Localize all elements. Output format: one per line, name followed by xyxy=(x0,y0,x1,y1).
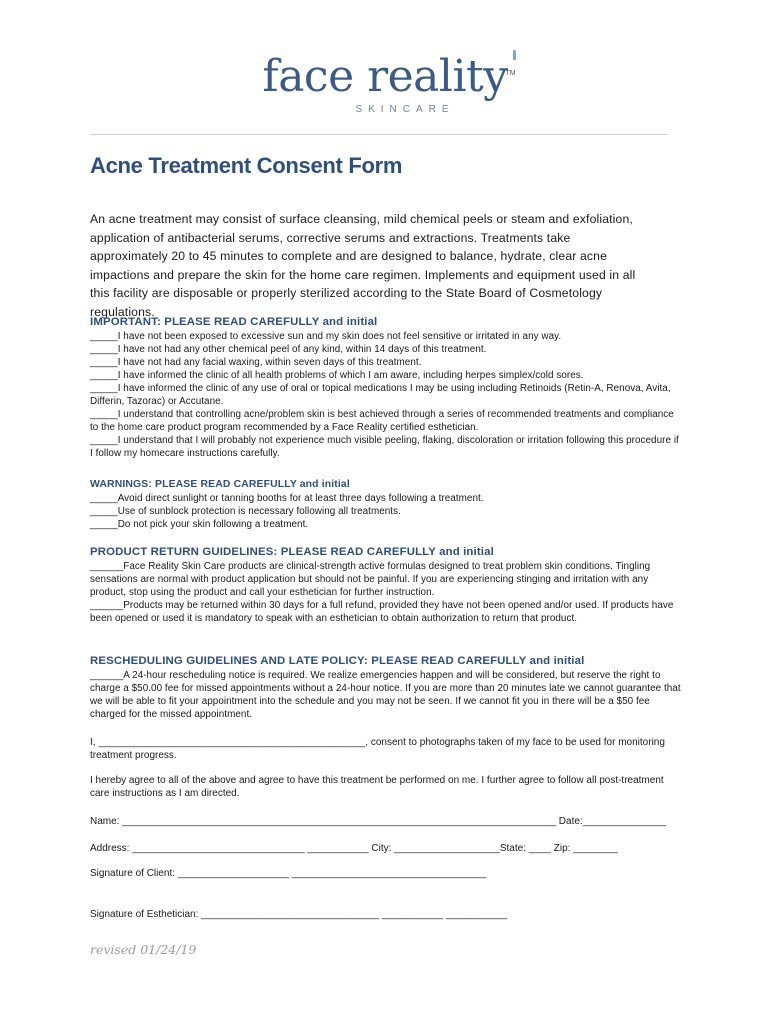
rescheduling-heading: RESCHEDULING GUIDELINES AND LATE POLICY: PLEASE READ CAREFULLY and initial xyxy=(90,655,585,667)
page-title: Acne Treatment Consent Form xyxy=(90,153,403,178)
important-item: _____I have not had any other chemical peel of any kind, within 14 days of this treatment. xyxy=(90,344,487,355)
agreement-text: I hereby agree to all of the above and agree to have this treatment be performed on me. I further agree to follow all post-treatment care instructions as I am directed. xyxy=(90,775,664,800)
rescheduling-section xyxy=(90,655,682,721)
important-item: _____I have not had any facial waxing, within seven days of this treatment. xyxy=(90,357,422,368)
important-item: _____I understand that I will probably not experience much visible peeling, flaking, discoloration or irritation following this procedure if I follow my homecare instructions carefully. xyxy=(90,435,679,459)
photo-consent-text: I, ________________________________________________, consent to photographs taken of my face to be used for monitoring treatment progress. xyxy=(90,737,665,762)
return-item: ______Face Reality Skin Care products are clinical-strength active formulas designed to treat problem skin conditions. Tingling sensations are normal with product application but should not be painful. If you are experiencing stinging and irritation with any product, stop using the product and call your esthetician for further instruction. xyxy=(90,561,651,598)
return-item: ______Products may be returned within 30 days for a full refund, provided they have not been opened and/or used. If products have been opened or used it is mandatory to speak with an esthetician to obtain authorization to return that product. xyxy=(90,600,674,624)
intro-paragraph: An acne treatment may consist of surface cleansing, mild chemical peels or steam and exfoliation, application of antibacterial serums, corrective serums and extractions. Treatments take approximately 20 to 45 minutes to complete and are designed to balance, hydrate, clear acne impactions and prepare the skin for the home care regimen. Implements and equipment used in all this facility are disposable or properly sterilized according to the State Board of Cosmetology regulations. xyxy=(90,212,636,319)
important-item: _____I understand that controlling acne/problem skin is best achieved through a series of recommended treatments and compliance to the home care product program recommended by a Face Reality certified esthetician. xyxy=(90,409,674,433)
header-divider xyxy=(90,134,668,135)
trademark-symbol: TM xyxy=(505,70,516,77)
warning-item: _____Do not pick your skin following a treatment. xyxy=(90,519,309,530)
important-item: _____I have informed the clinic of all health problems of which I am aware, including herpes simplex/cold sores. xyxy=(90,370,584,381)
important-item: _____I have informed the clinic of any use of oral or topical medications I may be using including Retinoids (Retin-A, Renova, Avita, Differin, Tazorac) or Accutane. xyxy=(90,383,671,407)
face-reality-logo xyxy=(0,52,770,115)
client-signature-field[interactable]: Signature of Client: ____________________ ___________________________________ xyxy=(90,868,487,879)
revision-date: revised 01/24/19 xyxy=(90,942,197,957)
warnings-heading: WARNINGS: PLEASE READ CAREFULLY and initial xyxy=(90,479,350,490)
warnings-section xyxy=(90,479,682,531)
important-section xyxy=(90,316,682,460)
important-heading: IMPORTANT: PLEASE READ CAREFULLY and initial xyxy=(90,316,378,328)
esthetician-signature-field[interactable]: Signature of Esthetician: ________________________________ ___________ ___________ xyxy=(90,909,508,920)
product-return-heading: PRODUCT RETURN GUIDELINES: PLEASE READ CAREFULLY and initial xyxy=(90,546,494,558)
logo-wordmark: face reality xyxy=(262,51,508,102)
droplet-icon xyxy=(513,50,516,60)
warning-item: _____Avoid direct sunlight or tanning booths for at least three days following a treatment. xyxy=(90,493,484,504)
rescheduling-item: ______A 24-hour rescheduling notice is required. We realize emergencies happen and will be considered, but reserve the right to charge a $50.00 fee for missed appointments without a 24-hour notice. If you are more than 20 minutes late we cannot guarantee that we will be able to fit your appointment into the schedule and you may not be seen. If we cannot fit you in there will be a $50 fee charged for the missed appointment. xyxy=(90,670,681,720)
important-item: _____I have not been exposed to excessive sun and my skin does not feel sensitive or irritated in any way. xyxy=(90,331,562,342)
name-date-field[interactable]: Name: ______________________________________________________________________________ Date:_______________ xyxy=(90,816,667,827)
product-return-section xyxy=(90,546,682,625)
warning-item: _____Use of sunblock protection is necessary following all treatments. xyxy=(90,506,401,517)
logo-subtitle: SKINCARE xyxy=(355,104,455,115)
address-field[interactable]: Address: _______________________________ ___________ City: ___________________State: ____ Zip: ________ xyxy=(90,843,618,854)
